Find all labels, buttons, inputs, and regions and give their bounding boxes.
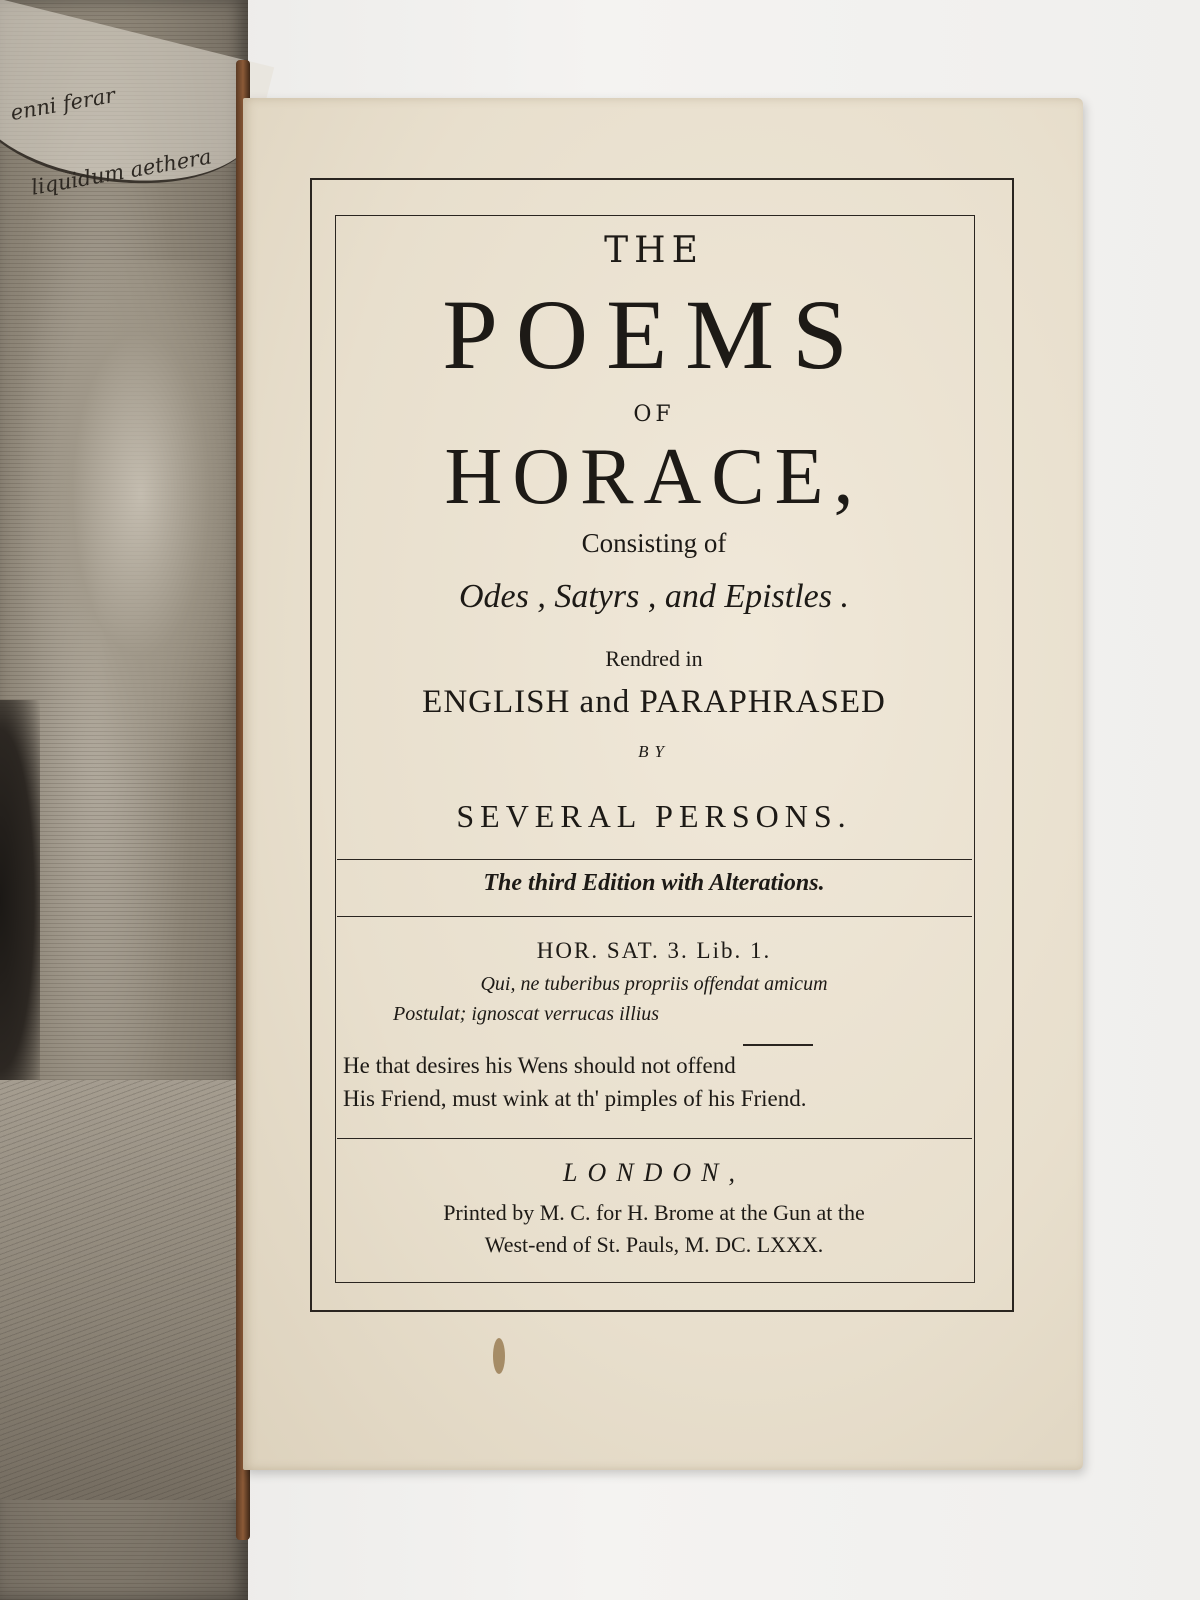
epigraph-english-line-2: His Friend, must wink at th' pimples of his Friend. xyxy=(343,1086,807,1111)
subtitle-several-persons: SEVERAL PERSONS. xyxy=(456,798,852,834)
edition-statement: The third Edition with Alterations. xyxy=(483,870,825,896)
subtitle-english-paraphrased: ENGLISH and PARAPHRASED xyxy=(422,684,886,720)
divider-rule xyxy=(337,859,972,860)
epigraph-dash xyxy=(743,1044,813,1046)
paper-stain xyxy=(493,1338,505,1374)
divider-rule xyxy=(337,1138,972,1139)
subtitle-by: BY xyxy=(638,742,670,761)
motto-line-1: enni ferar xyxy=(8,83,117,125)
title-page xyxy=(243,98,1083,1470)
engraved-shadow xyxy=(0,700,40,1100)
subtitle-odes-satyrs-epistles: Odes , Satyrs , and Epistles . xyxy=(458,578,850,615)
imprint-city: LONDON, xyxy=(563,1158,745,1187)
subtitle-consisting: Consisting of xyxy=(581,528,727,558)
imprint-line-1: Printed by M. C. for H. Brome at the Gun at the xyxy=(443,1200,865,1225)
title-of: OF xyxy=(633,402,675,427)
engraved-landscape xyxy=(0,1080,248,1500)
engraved-eagle xyxy=(20,260,240,780)
epigraph-latin-line-2: Postulat; ignoscat verrucas illius xyxy=(393,1003,660,1025)
frontispiece-engraving xyxy=(0,0,248,1600)
title-the: THE xyxy=(604,230,704,271)
title-poems: POEMS xyxy=(442,279,866,390)
subtitle-rendred: Rendred in xyxy=(605,646,703,671)
epigraph-reference: HOR. SAT. 3. Lib. 1. xyxy=(536,938,772,963)
motto-line-2: liquidum aethera xyxy=(29,144,214,200)
epigraph-english-line-1: He that desires his Wens should not offend xyxy=(343,1053,736,1078)
epigraph-latin-line-1: Qui, ne tuberibus propriis offendat amicum xyxy=(480,973,828,995)
title-horace: HORACE, xyxy=(444,433,864,521)
divider-rule xyxy=(337,916,972,917)
imprint-line-2: West-end of St. Pauls, M. DC. LXXX. xyxy=(484,1232,824,1257)
